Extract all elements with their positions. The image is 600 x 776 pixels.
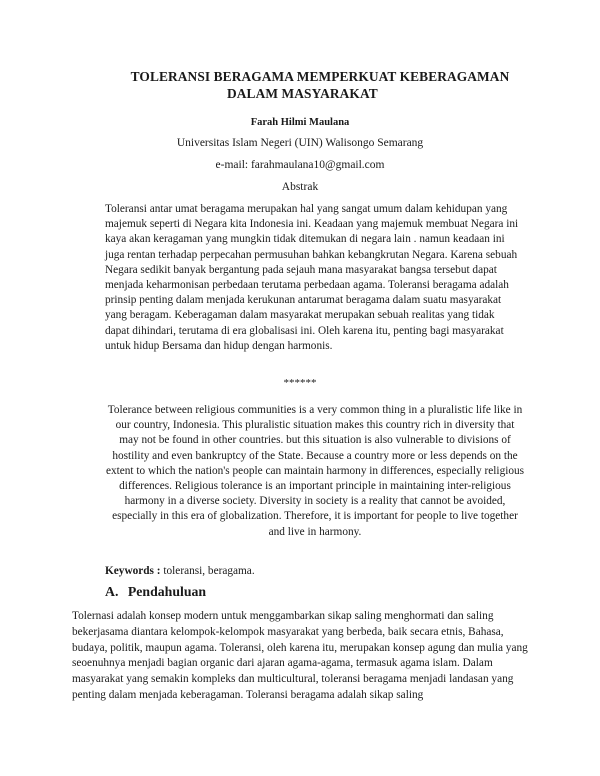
section-title: Pendahuluan [127, 584, 207, 599]
title-line-1: TOLERANSI BERAGAMA MEMPERKUAT KEBERAGAMAN [130, 69, 510, 84]
abstrak-heading: Abstrak [281, 181, 319, 193]
paper-title [110, 68, 530, 102]
keywords-line [105, 564, 525, 579]
author-email: e-mail: farahmaulana10@gmail.com [215, 159, 385, 171]
section-heading-pendahuluan [105, 583, 405, 601]
section-number: A. [105, 584, 119, 599]
title-line-2: DALAM MASYARAKAT [227, 86, 378, 101]
author-affiliation: Universitas Islam Negeri (UIN) Walisongo Semarang [176, 137, 424, 149]
author-name: Farah Hilmi Maulana [250, 117, 350, 128]
abstrak-paragraph: Toleransi antar umat beragama merupakan hal yang sangat umum dalam kehidupan yang majemuk seperti di Negara kita Indonesia ini. Keadaan yang majemuk membuat Negara ini kaya akan keragaman yang mungkin tidak ditemukan di negara lain . namun keadaan ini juga rentan terhadap perpecahan permusuhan bahkan kebangkrutan Negara. Karena sebuah Negara sedikit banyak bergantung pada sejauh mana masyarakat bangsa tersebut dapat menjada keharmonisan perbedaan terutama perbedaan agama. Toleransi beragama adalah prinsip penting dalam menjada kerukunan antarumat beragama dalam suatu masyarakat yang beragam. Keberagaman dalam masyarakat merupakan sebuah realitas yang tidak dapat dihindari, terutama di era globalisasi ini. Oleh karena itu, penting bagi masyarakat untuk hidup Bersama dan hidup dengan harmonis. [105, 203, 519, 352]
abstract-english-paragraph: Tolerance between religious communities is a very common thing in a pluralistic life like in our country, Indonesia. This pluralistic situation makes this country rich in diversity that may not be found in other countries. but this situation is also vulnerable to divisions of hostility and even bankruptcy of the State. Because a country more or less depends on the extent to which the nation's people can maintain harmony in differences, especially religious differences. Religious tolerance is an important principle in maintaining inter-religious harmony in a diverse society. Diversity in society is a reality that cannot be avoided, especially in this era of globalization. Therefore, it is important for people to live together and live in harmony. [105, 404, 525, 538]
abstract-separator: ****** [283, 377, 317, 389]
keywords-label: Keywords : [105, 565, 161, 577]
intro-paragraph: Tolernasi adalah konsep modern untuk menggambarkan sikap saling menghormati dan saling bekerjasama diantara kelompok-kelompok masyarakat yang berbeda, baik secara etnis, Bahasa, budaya, politik, maupun agama. Toleransi, oleh karena itu, merupakan konsep agung dan mulia yang seoenuhnya menjadi bagian organic dari ajaran agama-agama, termasuk agama islam. Dalam masyarakat yang semakin kompleks dan multicultural, toleransi beragama menjadi landasan yang penting dalam menjada keberagaman. Toleransi beragama adalah sikap saling [72, 610, 528, 701]
keywords-value: toleransi, beragama. [163, 565, 255, 577]
